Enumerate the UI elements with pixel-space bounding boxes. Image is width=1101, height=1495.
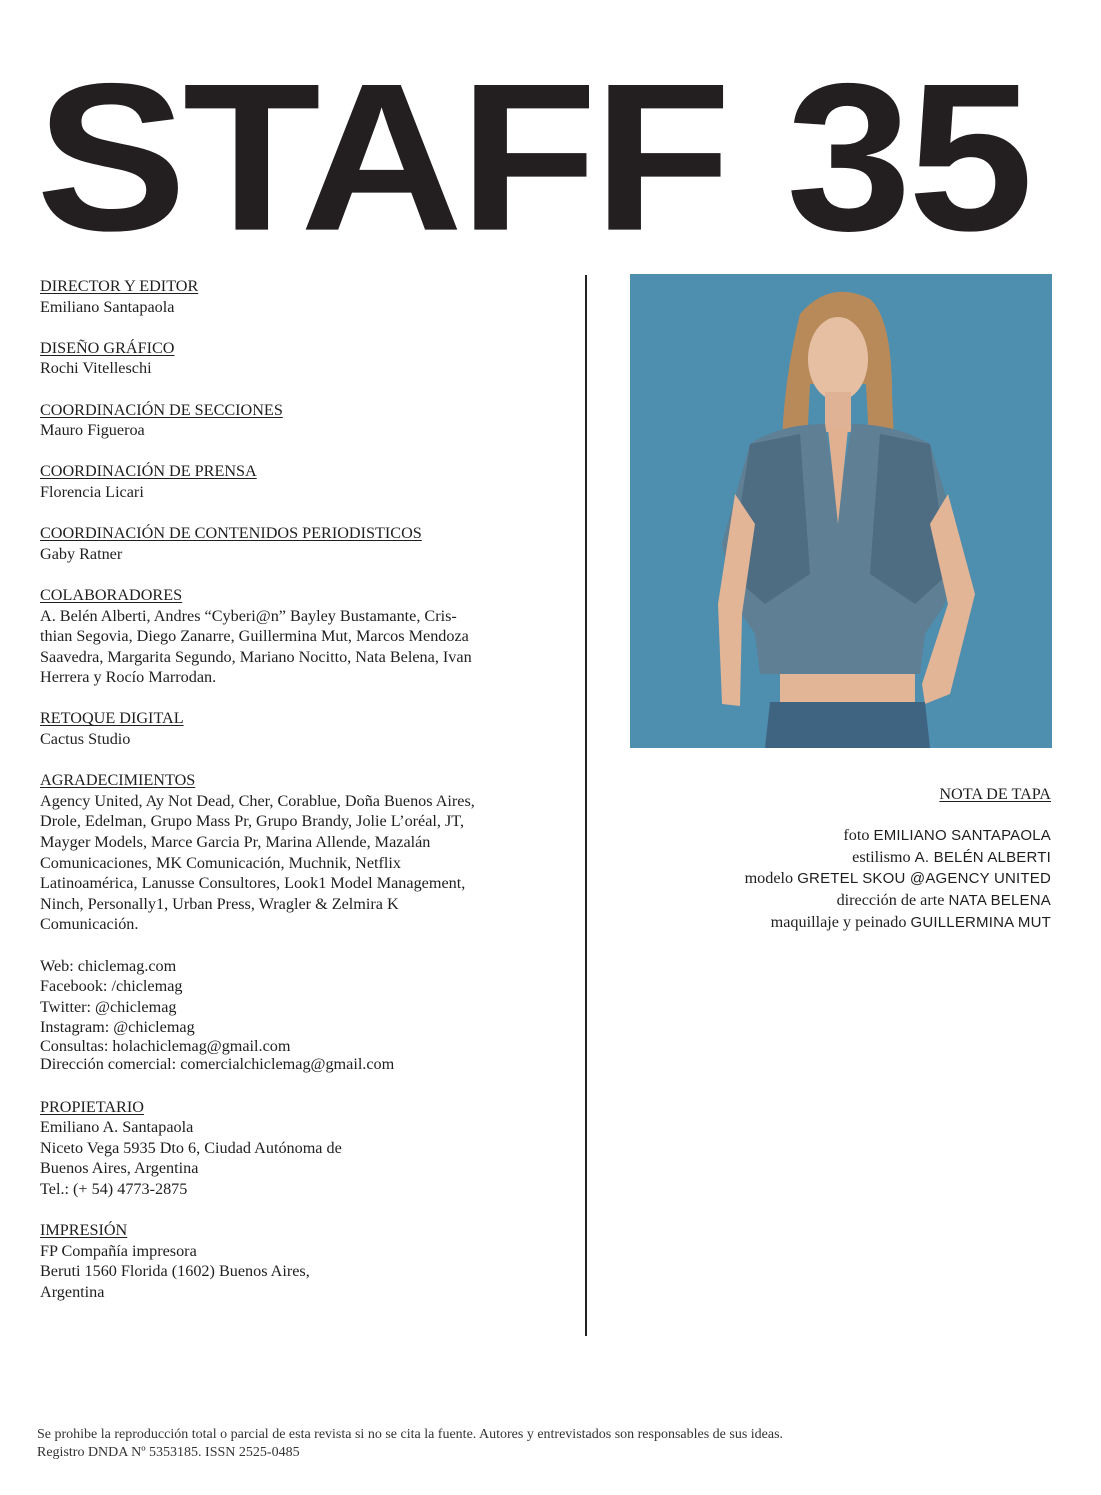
diseno-heading: DISEÑO GRÁFICO xyxy=(40,338,175,357)
director-section xyxy=(40,276,550,317)
secciones-value: Mauro Figueroa xyxy=(40,421,145,440)
agradecimientos-heading: AGRADECIMIENTOS xyxy=(40,771,196,790)
credit-role: foto xyxy=(843,826,870,845)
prensa-section xyxy=(40,461,550,502)
cover-model-illustration xyxy=(630,274,1052,748)
agradecimientos-line: Latinoamérica, Lanusse Consultores, Look1 Model Management, xyxy=(40,874,466,893)
credit-role: maquillaje y peinado xyxy=(770,912,907,931)
credit-role: dirección de arte xyxy=(836,890,945,909)
twitter-link[interactable]: Twitter: @chiclemag xyxy=(40,997,177,1016)
colaboradores-line: Saavedra, Margarita Segundo, Mariano Nocitto, Nata Belena, Ivan xyxy=(40,647,472,666)
credits-list xyxy=(631,825,1051,933)
impresion-heading: IMPRESIÓN xyxy=(40,1221,128,1240)
secciones-heading: COORDINACIÓN DE SECCIONES xyxy=(40,400,283,419)
director-value: Emiliano Santapaola xyxy=(40,297,175,316)
legal-footer xyxy=(37,1426,1057,1462)
director-heading: DIRECTOR Y EDITOR xyxy=(40,277,199,295)
impresion-line: Argentina xyxy=(40,1282,105,1301)
agradecimientos-line: Drole, Edelman, Grupo Mass Pr, Grupo Brandy, Jolie L’oréal, JT, xyxy=(40,812,465,831)
diseno-value: Rochi Vitelleschi xyxy=(40,359,152,378)
colaboradores-line: A. Belén Alberti, Andres “Cyberi@n” Bayley Bustamante, Cris- xyxy=(40,606,457,625)
credit-name: GRETEL SKOU @AGENCY UNITED xyxy=(797,870,1051,888)
legal-notice: Se prohibe la reproducción total o parcial de esta revista si no se cita la fuente. Autores y entrevistados son responsables de sus ideas. xyxy=(37,1427,784,1442)
colaboradores-line: Herrera y Rocío Marrodan. xyxy=(40,668,217,687)
comercial-email[interactable]: Dirección comercial: comercialchiclemag@gmail.com xyxy=(40,1054,395,1073)
diseno-section xyxy=(40,338,550,379)
agradecimientos-line: Ninch, Personally1, Urban Press, Wragler & Zelmira K xyxy=(40,894,399,913)
registry-info: Registro DNDA Nº 5353185. ISSN 2525-0485 xyxy=(37,1445,300,1460)
contenidos-value: Gaby Ratner xyxy=(40,544,123,563)
credit-role: estilismo xyxy=(852,847,911,866)
credit-role: modelo xyxy=(744,869,794,888)
impresion-section xyxy=(40,1220,550,1302)
instagram-link[interactable]: Instagram: @chiclemag xyxy=(40,1018,195,1037)
credit-line xyxy=(631,825,1051,847)
consultas-email[interactable]: Consultas: holachiclemag@gmail.com xyxy=(40,1036,291,1055)
credit-line xyxy=(631,847,1051,869)
retoque-section xyxy=(40,708,550,749)
colaboradores-heading: COLABORADORES xyxy=(40,585,183,604)
propietario-section xyxy=(40,1097,550,1200)
colaboradores-section xyxy=(40,585,550,688)
cover-heading: NOTA DE TAPA xyxy=(939,785,1051,803)
credit-name: EMILIANO SANTAPAOLA xyxy=(873,827,1051,845)
propietario-line: Buenos Aires, Argentina xyxy=(40,1159,199,1178)
propietario-line: Tel.: (+ 54) 4773-2875 xyxy=(40,1179,188,1198)
secciones-section xyxy=(40,400,550,441)
credit-line xyxy=(631,912,1051,934)
credit-line xyxy=(631,890,1051,912)
credit-name: A. BELÉN ALBERTI xyxy=(914,848,1051,866)
propietario-line: Emiliano A. Santapaola xyxy=(40,1118,194,1137)
retoque-value: Cactus Studio xyxy=(40,730,131,749)
contenidos-section xyxy=(40,523,550,564)
credit-line xyxy=(631,868,1051,890)
web-link[interactable]: Web: chiclemag.com xyxy=(40,956,177,975)
staff-list xyxy=(40,276,550,1323)
column-divider xyxy=(585,275,587,1336)
credit-name: GUILLERMINA MUT xyxy=(910,913,1051,931)
facebook-link[interactable]: Facebook: /chiclemag xyxy=(40,977,183,996)
propietario-line: Niceto Vega 5935 Dto 6, Ciudad Autónoma de xyxy=(40,1138,342,1157)
impresion-line: Beruti 1560 Florida (1602) Buenos Aires, xyxy=(40,1262,310,1281)
contenidos-heading: COORDINACIÓN DE CONTENIDOS PERIODISTICOS xyxy=(40,524,422,543)
agradecimientos-line: Agency United, Ay Not Dead, Cher, Corablue, Doña Buenos Aires, xyxy=(40,791,475,810)
impresion-line: FP Compañía impresora xyxy=(40,1241,197,1260)
contacts-section xyxy=(40,956,550,1075)
agradecimientos-line: Comunicaciones, MK Comunicación, Muchnik, Netflix xyxy=(40,853,402,872)
propietario-heading: PROPIETARIO xyxy=(40,1097,144,1116)
agradecimientos-line: Mayger Models, Marce Garcia Pr, Marina Allende, Mazalán xyxy=(40,833,431,852)
colaboradores-line: thian Segovia, Diego Zanarre, Guillermina Mut, Marcos Mendoza xyxy=(40,627,469,646)
credit-name: NATA BELENA xyxy=(948,891,1051,909)
masthead-title: STAFF 35 xyxy=(36,38,1030,275)
agradecimientos-line: Comunicación. xyxy=(40,915,139,934)
cover-credits xyxy=(631,784,1051,933)
agradecimientos-section xyxy=(40,770,550,935)
cover-photo xyxy=(630,274,1052,748)
prensa-value: Florencia Licari xyxy=(40,482,144,501)
prensa-heading: COORDINACIÓN DE PRENSA xyxy=(40,462,257,481)
retoque-heading: RETOQUE DIGITAL xyxy=(40,709,184,728)
